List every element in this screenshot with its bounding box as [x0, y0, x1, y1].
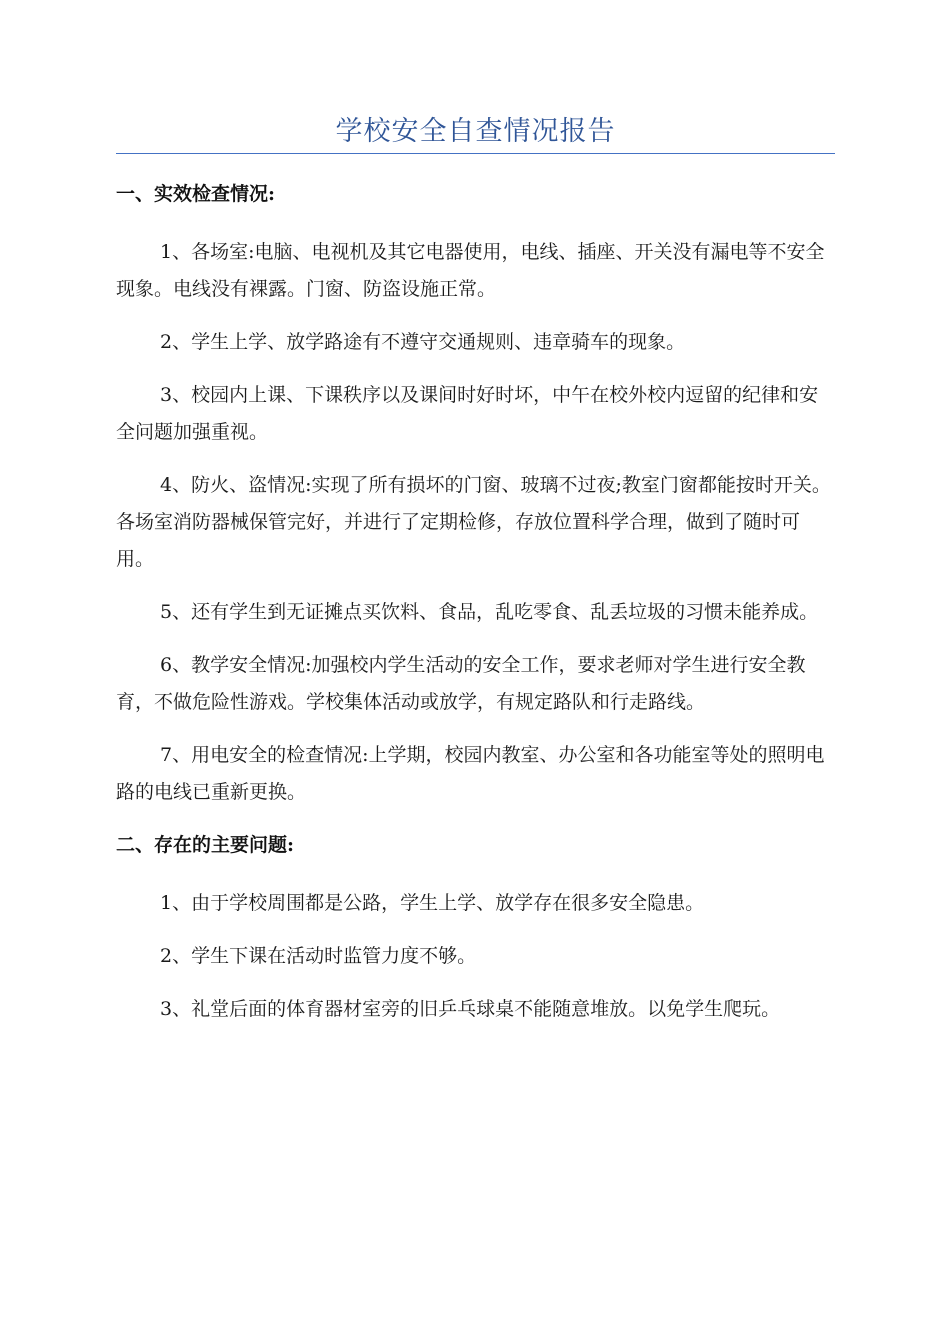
paragraph: 3、校园内上课、下课秩序以及课间时好时坏，中午在校外校内逗留的纪律和安全问题加强重视。 — [116, 384, 819, 443]
paragraph: 3、礼堂后面的体育器材室旁的旧乒乓球桌不能随意堆放。以免学生爬玩。 — [160, 998, 781, 1020]
section-body-inspection — [116, 234, 835, 811]
paragraph: 4、防火、盗情况:实现了所有损坏的门窗、玻璃不过夜;教室门窗都能按时开关。各场室消防器械保管完好，并进行了定期检修，存放位置科学合理，做到了随时可用。 — [116, 474, 831, 570]
paragraph: 2、学生下课在活动时监管力度不够。 — [160, 945, 477, 967]
paragraph: 1、各场室:电脑、电视机及其它电器使用，电线、插座、开关没有漏电等不安全现象。电线没有裸露。门窗、防盗设施正常。 — [116, 241, 825, 300]
section-heading-inspection: 一、实效检查情况: — [116, 183, 276, 205]
paragraph: 7、用电安全的检查情况:上学期，校园内教室、办公室和各功能室等处的照明电路的电线已重新更换。 — [116, 744, 825, 803]
paragraph: 1、由于学校周围都是公路，学生上学、放学存在很多安全隐患。 — [160, 892, 705, 914]
paragraph: 5、还有学生到无证摊点买饮料、食品，乱吃零食、乱丢垃圾的习惯未能养成。 — [160, 601, 819, 623]
paragraph: 6、教学安全情况:加强校内学生活动的安全工作，要求老师对学生进行安全教育，不做危险性游戏。学校集体活动或放学，有规定路队和行走路线。 — [116, 654, 806, 713]
section-body-problems — [116, 885, 835, 1028]
document-page — [116, 0, 835, 1028]
title-underline — [116, 153, 835, 154]
section-heading-problems: 二、存在的主要问题: — [116, 834, 295, 856]
document-title: 学校安全自查情况报告 — [335, 116, 616, 147]
paragraph: 2、学生上学、放学路途有不遵守交通规则、违章骑车的现象。 — [160, 331, 686, 353]
